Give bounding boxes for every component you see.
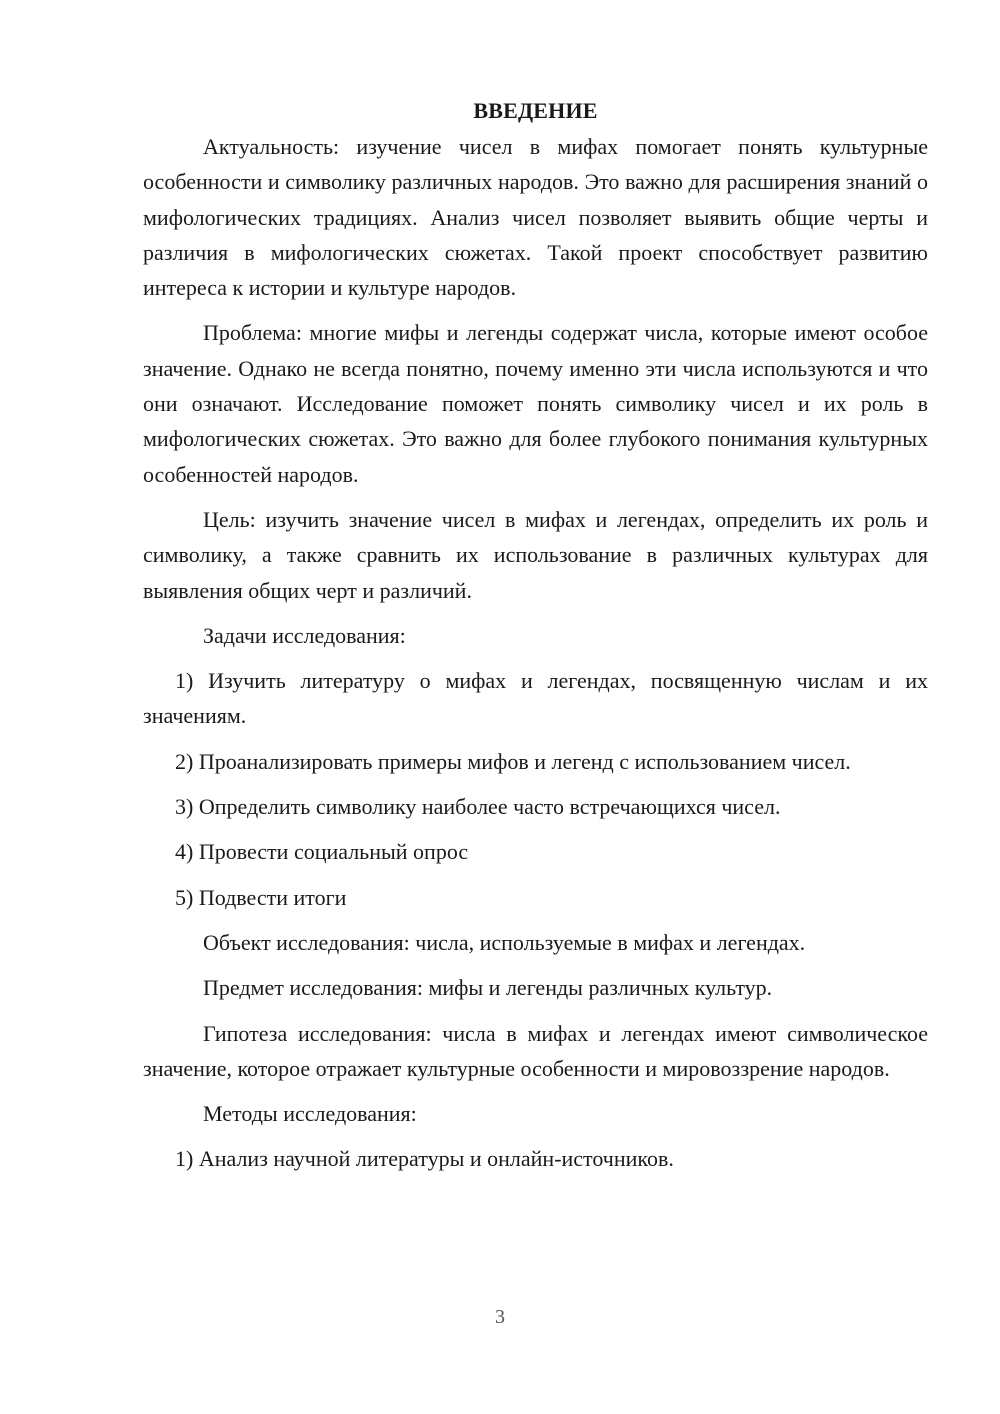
task-item-4: 4) Провести социальный опрос xyxy=(175,839,469,865)
task-item-2: 2) Проанализировать примеры мифов и легенд с использованием чисел. xyxy=(175,748,851,774)
subject-paragraph: Предмет исследования: мифы и легенды различных культур. xyxy=(203,975,773,1001)
object-paragraph: Объект исследования: числа, используемые в мифах и легендах. xyxy=(203,929,806,955)
task-item-3: 3) Определить символику наиболее часто встречающихся чисел. xyxy=(175,794,781,820)
relevance-paragraph: Актуальность: изучение чисел в мифах помогает понять культурные особенности и символику различных народов. Это важно для расширения знаний о мифологических традициях. Анализ чисел позволяет выявить общие черты и различия в мифологических сюжетах. Такой проект способствует развитию интереса к истории и культуре народов. xyxy=(143,134,928,301)
tasks-heading: Задачи исследования: xyxy=(203,622,406,648)
section-heading: ВВЕДЕНИЕ xyxy=(473,98,598,123)
hypothesis-paragraph: Гипотеза исследования: числа в мифах и легендах имеют символическое значение, которое отражает культурные особенности и мировоззрение народов. xyxy=(143,1020,928,1081)
document-page xyxy=(143,93,928,1187)
task-item-5: 5) Подвести итоги xyxy=(175,884,347,910)
methods-heading: Методы исследования: xyxy=(203,1101,417,1127)
method-item-1: 1) Анализ научной литературы и онлайн-источников. xyxy=(175,1146,674,1172)
page-number: 3 xyxy=(495,1306,505,1328)
task-item-1: 1) Изучить литературу о мифах и легендах, посвященную числам и их значениям. xyxy=(143,668,928,729)
problem-paragraph: Проблема: многие мифы и легенды содержат числа, которые имеют особое значение. Однако не всегда понятно, почему именно эти числа используются и что они означают. Исследование поможет понять символику чисел и их роль в мифологических сюжетах. Это важно для более глубокого понимания культурных особенностей народов. xyxy=(143,320,928,487)
goal-paragraph: Цель: изучить значение чисел в мифах и легендах, определить их роль и символику, а также сравнить их использование в различных культурах для выявления общих черт и различий. xyxy=(143,506,928,603)
